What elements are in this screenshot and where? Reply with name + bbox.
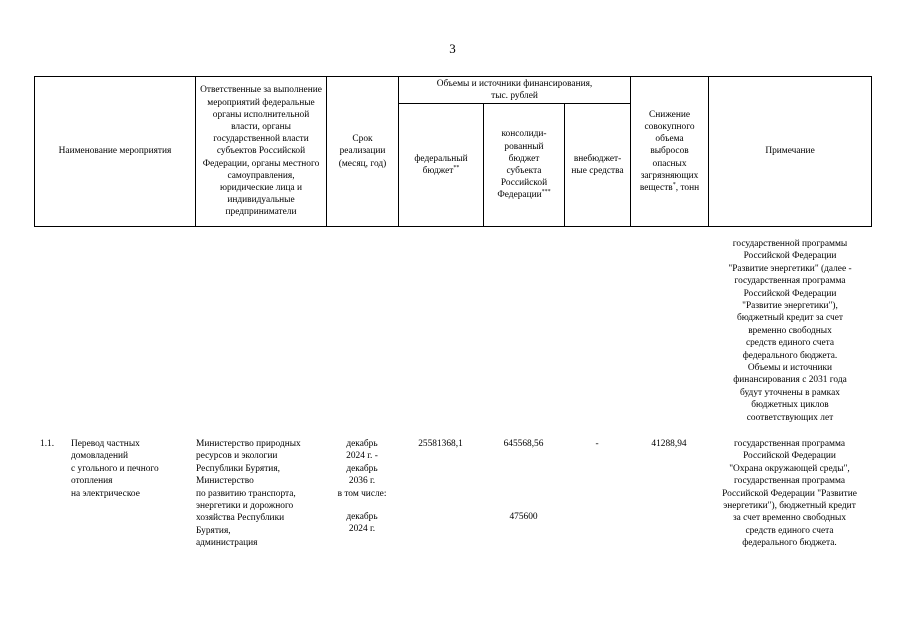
continuation-note-line: средств единого счета [745, 338, 835, 349]
header-emission-reduction [631, 77, 709, 227]
row-consolidated-budget-sub: 475600 [509, 512, 538, 522]
row-note [708, 438, 871, 550]
row-term-line: 2036 г. [348, 476, 376, 487]
row-note-line: государственная программа [734, 439, 845, 449]
continuation-note [710, 238, 870, 424]
header-note: Примечание [709, 77, 872, 227]
continuation-note-line: Объемы и источники [747, 363, 833, 374]
continuation-note-line: соответствующих лет [746, 412, 834, 423]
row-responsible-line: ресурсов и экологии [196, 451, 278, 462]
row-note-line: Российской Федерации "Развитие [722, 488, 857, 499]
continuation-note-line: "Развитие энергетики" (далее - [728, 263, 852, 274]
row-responsible-line: по развитию транспорта, [196, 488, 296, 499]
continuation-note-line: Российской Федерации [743, 251, 837, 262]
header-term: Срок реализации (месяц, год) [327, 77, 399, 227]
row-responsible-line: Министерство природных [196, 439, 301, 449]
row-name-line: отопления [71, 476, 113, 487]
row-note-line: "Охрана окружающей среды", [729, 463, 850, 474]
continuation-note-line: будут уточнены в рамках [740, 387, 840, 398]
header-emission-reduction-text: Снижение совокупного объема выбросов опасных загрязняющих веществ [639, 109, 699, 194]
row-name-line: Перевод частных [71, 439, 140, 449]
header-funding-group: Объемы и источники финансирования, тыс. рублей [399, 77, 631, 104]
row-name [71, 438, 196, 500]
header-consolidated-budget [484, 104, 565, 227]
row-federal-budget: 25581368,1 [418, 439, 463, 449]
continuation-note-line: бюджетный кредит за счет [736, 313, 844, 324]
header-consolidated-budget-text: консолиди-рованный бюджет субъекта Российской Федерации [497, 129, 548, 201]
footnote-mark: *** [541, 189, 551, 196]
continuation-note-line: Российской Федерации [743, 288, 837, 299]
continuation-note-line: федерального бюджета. [742, 350, 838, 361]
row-note-line: средств единого счета [745, 525, 834, 536]
row-term-sub-line: 2024 г. [348, 524, 376, 535]
row-term-sub-line: декабрь [346, 512, 378, 522]
row-term [326, 438, 398, 500]
row-name-line: домовладений [71, 451, 129, 462]
header-extra-budget: внебюджет-ные средства [565, 104, 631, 227]
row-term-line: декабрь [346, 439, 378, 449]
row-extra-budget: - [595, 439, 599, 449]
header-responsible: Ответственные за выполнение мероприятий федеральные органы исполнительной власти, органы государственной власти субъектов Российской Федерации, органы местного самоуправления, юридические лица и индивидуальные предприниматели [196, 77, 327, 227]
row-term-line: декабрь [346, 463, 378, 474]
header-emission-reduction-unit: , тонн [675, 183, 700, 194]
header-name: Наименование мероприятия [35, 77, 196, 227]
continuation-note-line: временно свободных [748, 325, 832, 336]
continuation-note-line: финансирования с 2031 года [733, 375, 847, 386]
continuation-note-line: "Развитие энергетики"), [742, 301, 838, 312]
row-term-sub [326, 511, 398, 536]
page-number: 3 [449, 41, 456, 56]
footnote-mark: ** [453, 164, 460, 171]
row-number: 1.1. [40, 439, 55, 449]
continuation-note-line: бюджетных циклов [751, 400, 829, 411]
row-responsible [196, 438, 326, 550]
table-header [34, 76, 872, 227]
row-consolidated-budget: 645568,56 [503, 439, 544, 449]
row-note-line: федерального бюджета. [742, 538, 837, 549]
row-note-line: Российской Федерации [743, 451, 836, 462]
footnote-mark: * [672, 181, 676, 188]
row-responsible-line: Министерство [196, 476, 254, 487]
row-term-line: 2024 г. - [346, 451, 378, 462]
row-note-line: государственная программа [734, 476, 845, 487]
header-federal-budget [399, 104, 484, 227]
row-name-line: на электрическое [71, 488, 140, 499]
row-responsible-line: энергетики и дорожного [196, 501, 294, 512]
row-note-line: энергетики"), бюджетный кредит [723, 501, 856, 512]
row-emission-reduction: 41288,94 [651, 439, 687, 449]
row-note-line: за счет временно свободных [732, 513, 847, 524]
continuation-note-line: государственная программа [734, 276, 846, 287]
row-responsible-line: Республики Бурятия, [196, 463, 280, 474]
continuation-note-line: государственной программы [732, 239, 848, 249]
header-federal-budget-text: федеральный бюджет [414, 153, 468, 176]
row-responsible-line: Бурятия, [196, 525, 231, 536]
row-responsible-line: администрация [196, 538, 258, 549]
row-responsible-line: хозяйства Республики [196, 513, 285, 524]
row-term-line: в том числе: [337, 488, 387, 499]
row-name-line: с угольного и печного [71, 463, 159, 474]
